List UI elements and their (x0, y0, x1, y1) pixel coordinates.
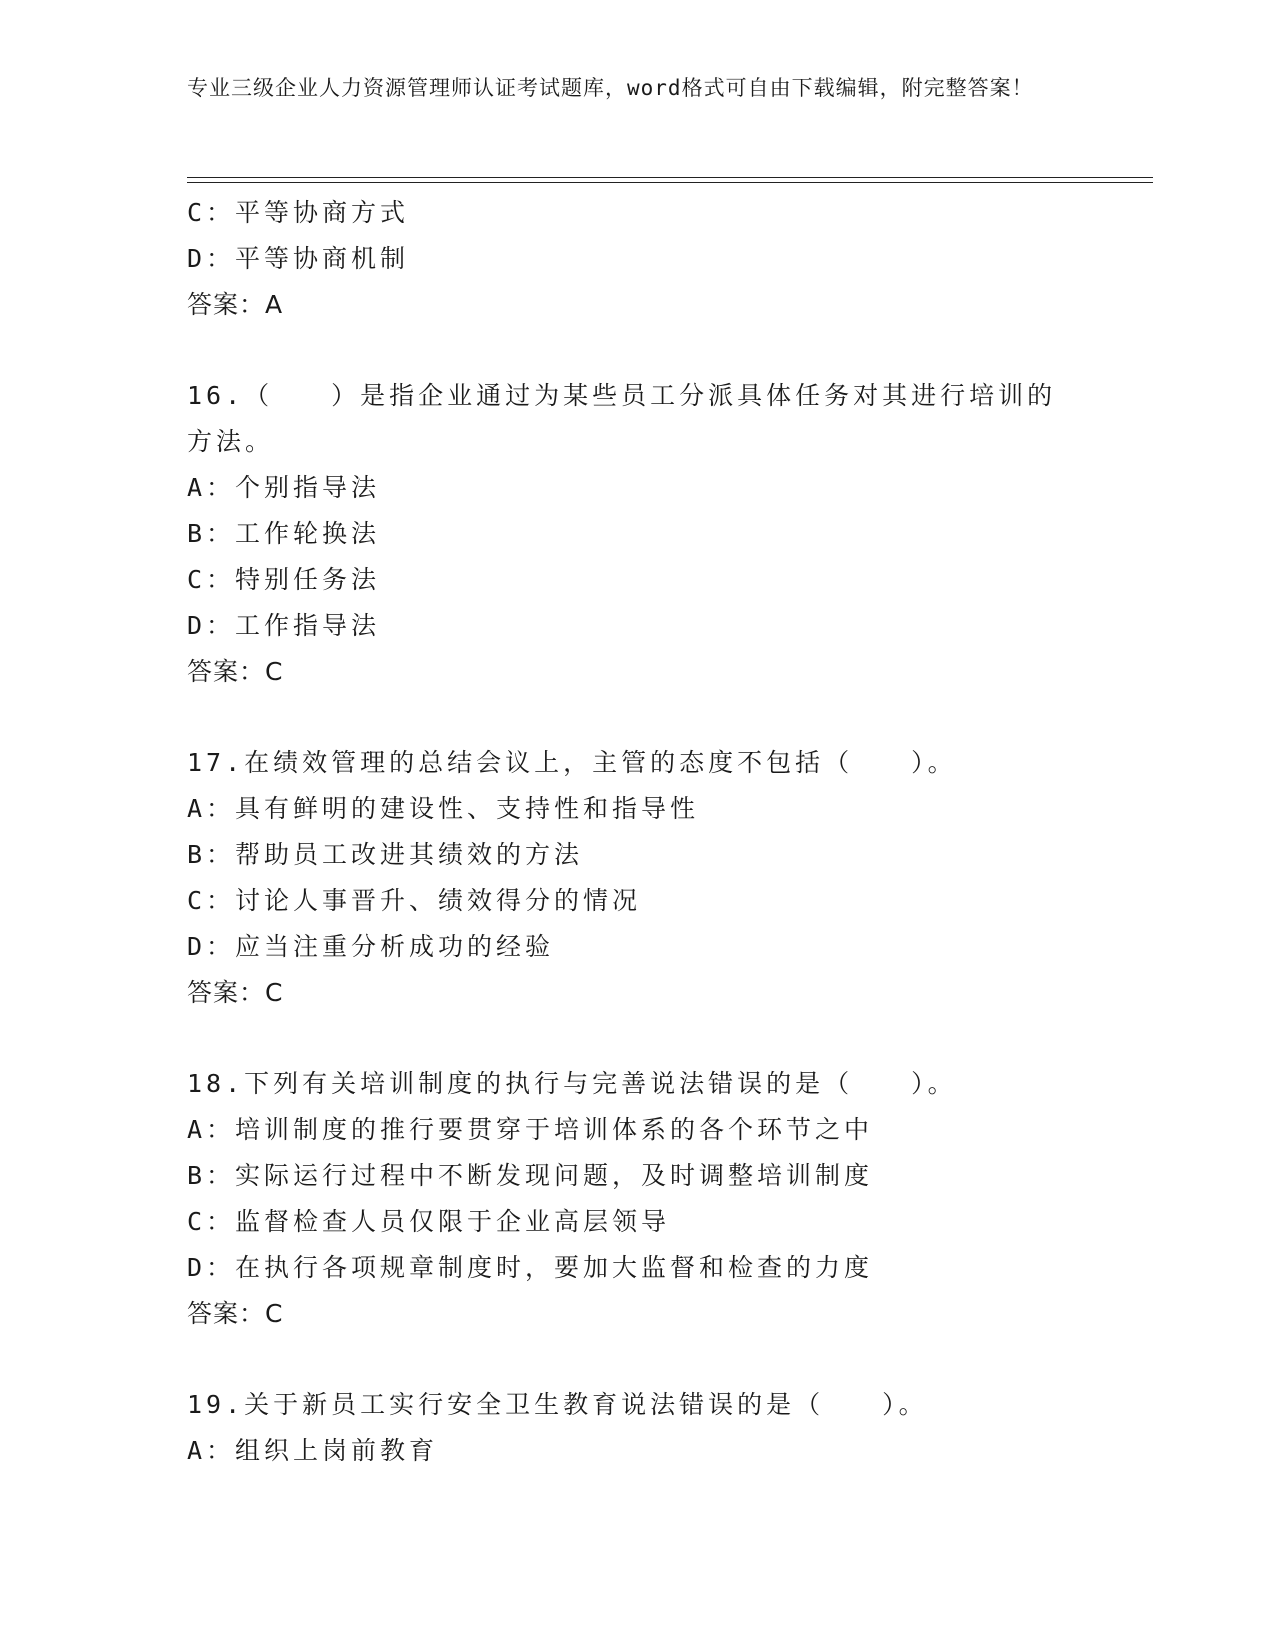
option-a: A：个别指导法 (187, 473, 381, 502)
option-c: C：平等协商方式 (187, 198, 410, 227)
question-content (187, 190, 1087, 1474)
option-d: D：平等协商机制 (187, 244, 410, 273)
option-c: C：特别任务法 (187, 565, 381, 594)
option-c: C：讨论人事晋升、绩效得分的情况 (187, 886, 642, 915)
option-a: A：具有鲜明的建设性、支持性和指导性 (187, 794, 700, 823)
answer-label: 答案：C (187, 978, 284, 1007)
option-b: B：帮助员工改进其绩效的方法 (187, 840, 584, 869)
option-d: D：应当注重分析成功的经验 (187, 932, 555, 961)
question-18-stem: 18.下列有关培训制度的执行与完善说法错误的是（ ）。 (187, 1069, 957, 1098)
question-16-stem: 16.（ ）是指企业通过为某些员工分派具体任务对其进行培训的方法。 (187, 381, 1057, 456)
option-d: D：在执行各项规章制度时，要加大监督和检查的力度 (187, 1253, 874, 1282)
option-b: B：实际运行过程中不断发现问题，及时调整培训制度 (187, 1161, 874, 1190)
answer-label: 答案：A (187, 290, 284, 319)
option-a: A：组织上岗前教育 (187, 1436, 439, 1465)
question-17-stem: 17.在绩效管理的总结会议上，主管的态度不包括（ ）。 (187, 748, 957, 777)
option-c: C：监督检查人员仅限于企业高层领导 (187, 1207, 671, 1236)
header-rule-bottom (187, 182, 1153, 183)
header-rule-top (187, 177, 1153, 178)
option-a: A：培训制度的推行要贯穿于培训体系的各个环节之中 (187, 1115, 874, 1144)
answer-label: 答案：C (187, 657, 284, 686)
question-19-stem: 19.关于新员工实行安全卫生教育说法错误的是（ ）。 (187, 1390, 928, 1419)
option-d: D：工作指导法 (187, 611, 381, 640)
option-b: B：工作轮换法 (187, 519, 381, 548)
document-header: 专业三级企业人力资源管理师认证考试题库，word格式可自由下载编辑，附完整答案！ (187, 76, 1034, 100)
answer-label: 答案：C (187, 1299, 284, 1328)
